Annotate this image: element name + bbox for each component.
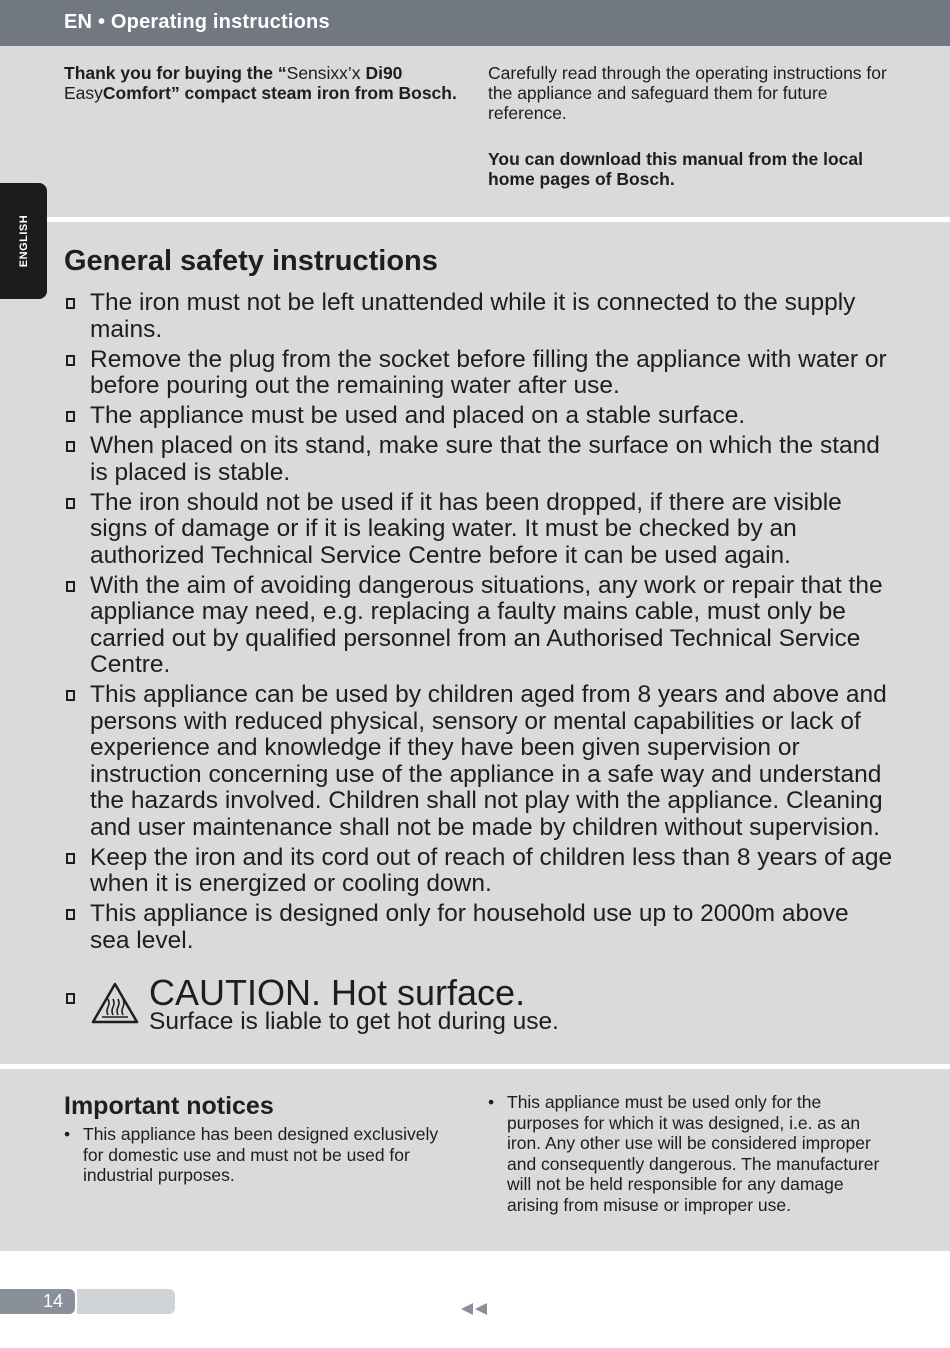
checkbox-bullet-icon xyxy=(66,909,75,920)
thanks-product: Sensixx’x xyxy=(286,63,361,83)
safety-item xyxy=(64,845,894,898)
notice-item: • This appliance must be used only for the purposes for which it was designed, i.e. as an iron. Any other use will be considered improper and consequently dangerous. The manufacturer will not be held responsible for any damage arising from misuse or improper use. xyxy=(488,1092,898,1215)
read-text: Carefully read through the operating instructions for the appliance and safeguard them for future reference. xyxy=(488,63,887,123)
language-tab[interactable] xyxy=(0,183,47,299)
safety-item-text: The iron should not be used if it has been dropped, if there are visible signs of damage or if it is leaking water. It must be checked by an authorized Technical Service Centre before it can be used again. xyxy=(90,488,842,569)
hot-surface-warning-icon xyxy=(90,981,140,1025)
checkbox-bullet-icon xyxy=(66,581,75,592)
previous-page-icon[interactable] xyxy=(460,1302,488,1316)
caution-item xyxy=(64,972,894,1035)
safety-item xyxy=(64,901,894,954)
caution-title: CAUTION. Hot surface. xyxy=(149,972,526,1013)
thanks-easy: Easy xyxy=(64,83,103,103)
checkbox-bullet-icon xyxy=(66,355,75,366)
safety-item xyxy=(64,573,894,679)
safety-item xyxy=(64,682,894,841)
safety-item-text: Keep the iron and its cord out of reach of children less than 8 years of age when it is energized or cooling down. xyxy=(90,843,893,897)
notices-right-list xyxy=(488,1092,898,1215)
safety-title: General safety instructions xyxy=(64,245,438,277)
checkbox-bullet-icon xyxy=(66,411,75,422)
safety-item xyxy=(64,433,894,486)
footer-bar xyxy=(77,1289,175,1314)
safety-list xyxy=(64,290,894,958)
safety-item-text: With the aim of avoiding dangerous situations, any work or repair that the appliance may need, e.g. replacing a faulty mains cable, must only be carried out by qualified personnel from an Authorised Technical Service Centre. xyxy=(90,571,883,678)
page-number-tab xyxy=(0,1289,75,1314)
checkbox-bullet-icon xyxy=(66,298,75,309)
intro-thanks xyxy=(64,63,464,103)
thanks-model: Di90 xyxy=(365,63,403,83)
checkbox-bullet-icon xyxy=(66,690,75,701)
notices-title: Important notices xyxy=(64,1092,274,1120)
checkbox-bullet-icon xyxy=(66,993,75,1004)
safety-item xyxy=(64,290,894,343)
checkbox-bullet-icon xyxy=(66,441,75,452)
thanks-text-2: Comfort” compact steam iron from Bosch. xyxy=(102,83,457,103)
checkbox-bullet-icon xyxy=(66,498,75,509)
safety-item-text: This appliance can be used by children aged from 8 years and above and persons with reduced physical, sensory or mental capabilities or lack of experience and knowledge if they have been given supervision or instruction concerning use of the appliance in a safe way and understand the hazards involved. Children shall not play with the appliance. Cleaning and user maintenance shall not be made by children without supervision. xyxy=(90,681,887,841)
safety-item-text: This appliance is designed only for household use up to 2000m above sea level. xyxy=(90,900,849,954)
download-text: You can download this manual from the local home pages of Bosch. xyxy=(488,149,863,189)
notices-left-list xyxy=(64,1124,459,1186)
page-number: 14 xyxy=(42,1291,63,1311)
safety-item xyxy=(64,490,894,570)
language-tab-label: ENGLISH xyxy=(18,214,30,268)
safety-item xyxy=(64,347,894,400)
header-bar xyxy=(0,0,950,46)
thanks-text-1: Thank you for buying the “ xyxy=(64,63,287,83)
checkbox-bullet-icon xyxy=(66,853,75,864)
intro-read xyxy=(488,63,908,189)
header-title: EN • Operating instructions xyxy=(64,11,330,33)
safety-item-text: The appliance must be used and placed on a stable surface. xyxy=(90,402,746,429)
safety-item-text: When placed on its stand, make sure that the surface on which the stand is placed is stable. xyxy=(90,432,880,486)
safety-item-text: The iron must not be left unattended while it is connected to the supply mains. xyxy=(90,289,856,343)
notice-item: • This appliance has been designed exclusively for domestic use and must not be used for industrial purposes. xyxy=(64,1124,459,1186)
safety-item xyxy=(64,403,894,430)
safety-item-text: Remove the plug from the socket before filling the appliance with water or before pouring out the remaining water after use. xyxy=(90,345,887,399)
caution-subtitle: Surface is liable to get hot during use. xyxy=(149,1008,559,1035)
